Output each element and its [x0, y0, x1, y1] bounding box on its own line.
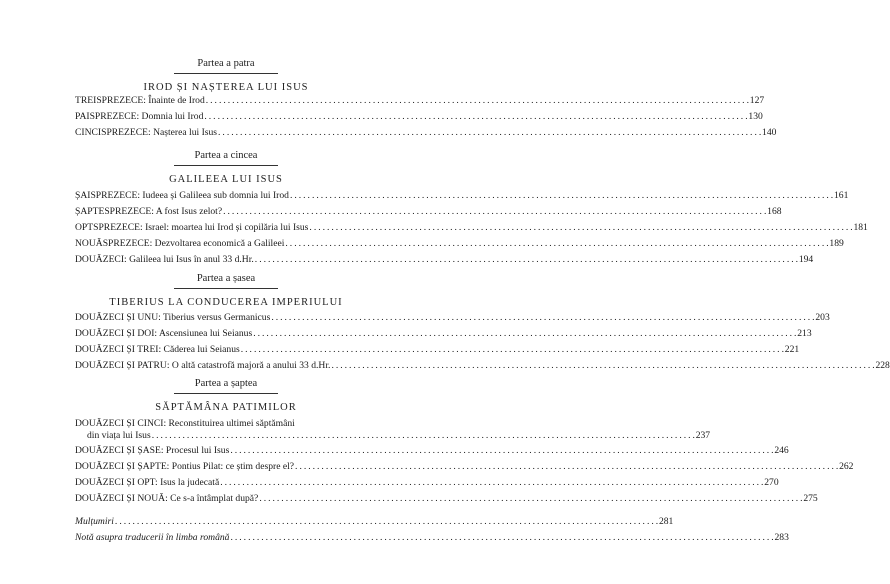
- divider: [174, 393, 278, 394]
- toc-entry[interactable]: [75, 360, 890, 376]
- entry-label: DOUĂZECI ȘI OPT: Isus la judecată: [75, 477, 220, 488]
- toc-entry[interactable]: [75, 190, 849, 206]
- part-title: IROD ȘI NAȘTEREA LUI ISUS: [143, 82, 309, 93]
- entry-label: CINCISPREZECE: Nașterea lui Isus: [75, 127, 218, 138]
- leader-dots: [331, 360, 874, 372]
- leader-dots: [220, 477, 763, 489]
- part-title: SĂPTĂMÂNA PATIMILOR: [155, 402, 297, 413]
- leader-dots: [218, 127, 761, 139]
- toc-entry[interactable]: [75, 312, 830, 328]
- part-title: TIBERIUS LA CONDUCEREA IMPERIULUI: [109, 297, 343, 308]
- entry-label-continued: din viața lui Isus: [87, 430, 151, 441]
- toc-entry[interactable]: [75, 344, 800, 360]
- toc-entry[interactable]: [75, 111, 763, 127]
- toc-entry[interactable]: [75, 477, 779, 493]
- entry-page: 262: [839, 461, 854, 472]
- entry-label: DOUĂZECI ȘI PATRU: O altă catastrofă majoră a anului 33 d.Hr.: [75, 360, 331, 371]
- entry-page: 283: [774, 532, 789, 543]
- entry-label: ȘAPTESPREZECE: A fost Isus zelot?: [75, 206, 223, 217]
- part-five-entries: [75, 190, 868, 270]
- entry-page: 130: [748, 111, 763, 122]
- part-title: GALILEEA LUI ISUS: [169, 174, 283, 185]
- part-six-entries: [75, 312, 890, 376]
- part-four-header: [0, 58, 452, 94]
- toc-entry[interactable]: [75, 532, 789, 548]
- entry-page: 246: [774, 445, 789, 456]
- divider: [174, 288, 278, 289]
- toc-entry[interactable]: [75, 328, 812, 344]
- leader-dots: [206, 95, 749, 107]
- leader-dots: [271, 312, 814, 324]
- entry-page: 194: [798, 254, 814, 265]
- leader-dots: [255, 254, 798, 266]
- part-six-header: [0, 273, 452, 309]
- leader-dots: [204, 111, 747, 123]
- entry-label: DOUĂZECI ȘI ȘASE: Procesul lui Isus: [75, 445, 230, 456]
- divider: [174, 73, 278, 74]
- entry-page: 127: [749, 95, 765, 106]
- entry-label: PAISPREZECE: Domnia lui Irod: [75, 111, 204, 122]
- entry-page: 189: [829, 238, 844, 249]
- leader-dots: [223, 206, 766, 218]
- entry-label: OPTSPREZECE: Israel: moartea lui Irod și copilăria lui Isus: [75, 222, 309, 233]
- divider: [174, 165, 278, 166]
- part-label: Partea a șasea: [196, 273, 256, 284]
- entry-page: 281: [658, 516, 674, 527]
- leader-dots: [230, 445, 773, 457]
- entry-label: DOUĂZECI ȘI UNU: Tiberius versus Germanicus: [75, 312, 271, 323]
- entry-page: 161: [833, 190, 849, 201]
- back-matter-entries: [75, 516, 789, 548]
- entry-page: 203: [815, 312, 830, 323]
- leader-dots: [285, 238, 828, 250]
- toc-entry[interactable]: [75, 418, 711, 445]
- leader-dots: [259, 493, 802, 505]
- toc-entry[interactable]: [75, 95, 765, 111]
- leader-dots: [290, 190, 833, 202]
- entry-label: DOUĂZECI ȘI CINCI: Reconstituirea ultimei săptămâni: [75, 418, 295, 429]
- toc-entry[interactable]: [75, 516, 674, 532]
- entry-label: DOUĂZECI ȘI ȘAPTE: Pontius Pilat: ce știm despre el?: [75, 461, 295, 472]
- entry-page: 275: [803, 493, 818, 504]
- part-five-header: [0, 150, 452, 186]
- entry-label: ȘAISPREZECE: Iudeea și Galileea sub domnia lui Irod: [75, 190, 289, 201]
- toc-entry[interactable]: [75, 127, 777, 143]
- part-four-entries: [75, 95, 777, 143]
- toc-entry[interactable]: [75, 206, 782, 222]
- toc-entry[interactable]: [75, 222, 868, 238]
- entry-page: 237: [695, 430, 711, 441]
- toc-entry[interactable]: [75, 445, 789, 461]
- leader-dots: [309, 222, 852, 234]
- part-label: Partea a cincea: [194, 150, 258, 161]
- entry-page: 228: [875, 360, 890, 371]
- part-label: Partea a patra: [197, 58, 255, 69]
- entry-label: Mulțumiri: [75, 516, 114, 527]
- toc-entry[interactable]: [75, 493, 818, 509]
- leader-dots: [295, 461, 838, 473]
- toc-entry[interactable]: [75, 461, 854, 477]
- entry-label: DOUĂZECI ȘI TREI: Căderea lui Seianus: [75, 344, 240, 355]
- leader-dots: [115, 516, 658, 528]
- part-seven-header: [0, 378, 452, 414]
- entry-label: TREISPREZECE: Înainte de Irod: [75, 95, 205, 106]
- part-label: Partea a șaptea: [194, 378, 258, 389]
- entry-page: 168: [767, 206, 782, 217]
- leader-dots: [152, 430, 695, 442]
- entry-page: 221: [784, 344, 800, 355]
- entry-page: 181: [853, 222, 868, 233]
- toc-entry[interactable]: [75, 238, 844, 254]
- entry-label: NOUĂSPREZECE: Dezvoltarea economică a Galileei: [75, 238, 285, 249]
- entry-page: 213: [797, 328, 812, 339]
- entry-page: 140: [762, 127, 777, 138]
- entry-label: Notă asupra traducerii în limba română: [75, 532, 230, 543]
- entry-label: DOUĂZECI ȘI DOI: Ascensiunea lui Seianus: [75, 328, 253, 339]
- leader-dots: [230, 532, 773, 544]
- entry-label: DOUĂZECI: Galileea lui Isus în anul 33 d.Hr.: [75, 254, 254, 265]
- entry-page: 270: [764, 477, 779, 488]
- toc-entry[interactable]: [75, 254, 814, 270]
- leader-dots: [253, 328, 796, 340]
- part-seven-entries: [75, 418, 854, 509]
- leader-dots: [241, 344, 784, 356]
- entry-label: DOUĂZECI ȘI NOUĂ: Ce s-a întâmplat după?: [75, 493, 259, 504]
